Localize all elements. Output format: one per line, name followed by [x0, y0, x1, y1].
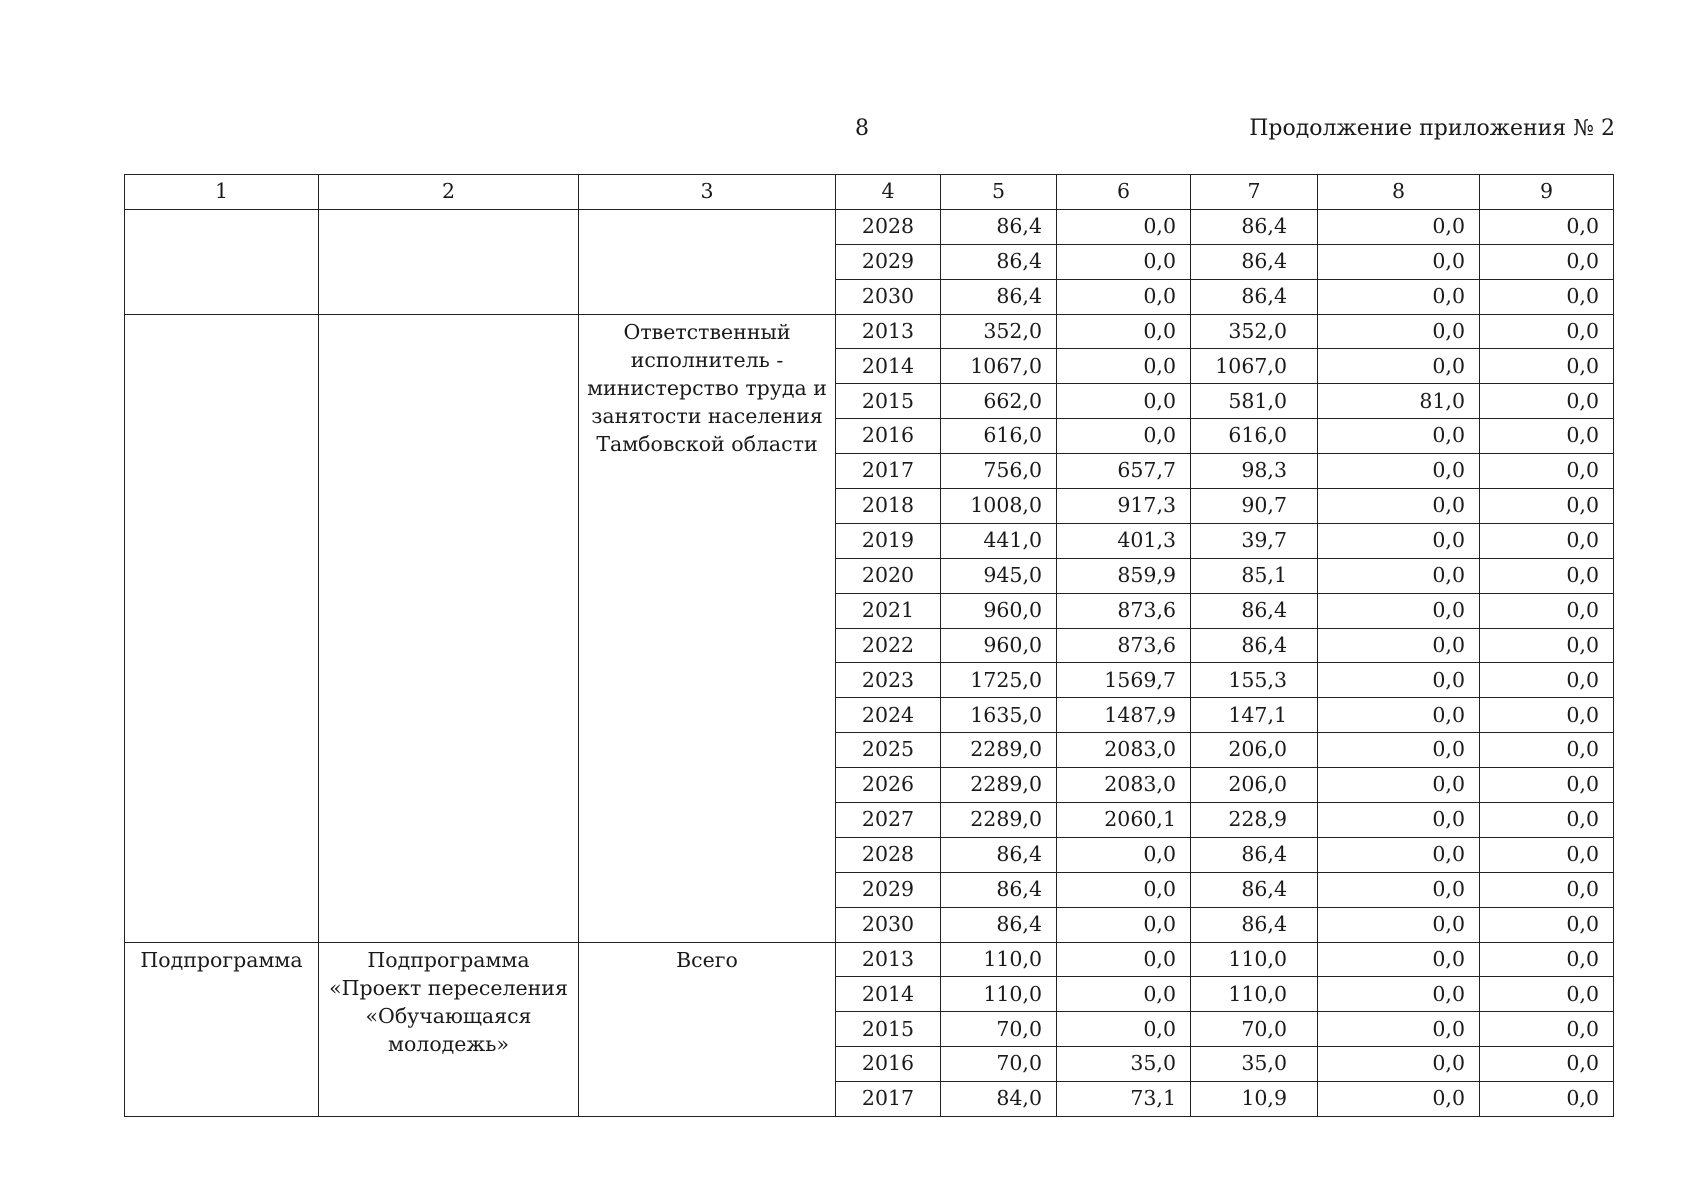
value-col8: 0,0 — [1318, 663, 1480, 698]
year-cell: 2029 — [836, 244, 941, 279]
value-col5: 84,0 — [941, 1082, 1057, 1117]
year-cell: 2015 — [836, 384, 941, 419]
value-col8: 0,0 — [1318, 1047, 1480, 1082]
value-col8: 0,0 — [1318, 837, 1480, 872]
year-cell: 2017 — [836, 1082, 941, 1117]
year-cell: 2023 — [836, 663, 941, 698]
value-col7: 1067,0 — [1191, 349, 1318, 384]
column-header: 2 — [319, 175, 579, 210]
value-col7: 147,1 — [1191, 698, 1318, 733]
value-col5: 441,0 — [941, 523, 1057, 558]
header-row — [125, 175, 1614, 210]
value-col7: 110,0 — [1191, 977, 1318, 1012]
value-col8: 0,0 — [1318, 733, 1480, 768]
group-name-cell — [319, 314, 579, 942]
budget-table — [124, 174, 1614, 1117]
value-col5: 86,4 — [941, 244, 1057, 279]
value-col6: 0,0 — [1057, 1012, 1191, 1047]
value-col7: 581,0 — [1191, 384, 1318, 419]
value-col8: 0,0 — [1318, 558, 1480, 593]
value-col5: 1725,0 — [941, 663, 1057, 698]
value-col5: 756,0 — [941, 454, 1057, 489]
value-col5: 662,0 — [941, 384, 1057, 419]
value-col7: 155,3 — [1191, 663, 1318, 698]
group-name-cell — [319, 209, 579, 314]
value-col9: 0,0 — [1480, 489, 1614, 524]
value-col5: 86,4 — [941, 209, 1057, 244]
value-col7: 86,4 — [1191, 279, 1318, 314]
value-col9: 0,0 — [1480, 628, 1614, 663]
value-col9: 0,0 — [1480, 1047, 1614, 1082]
value-col9: 0,0 — [1480, 803, 1614, 838]
year-cell: 2024 — [836, 698, 941, 733]
value-col5: 945,0 — [941, 558, 1057, 593]
value-col9: 0,0 — [1480, 593, 1614, 628]
value-col9: 0,0 — [1480, 733, 1614, 768]
value-col7: 70,0 — [1191, 1012, 1318, 1047]
value-col8: 0,0 — [1318, 1082, 1480, 1117]
value-col8: 0,0 — [1318, 489, 1480, 524]
value-col8: 0,0 — [1318, 1012, 1480, 1047]
value-col8: 0,0 — [1318, 628, 1480, 663]
value-col9: 0,0 — [1480, 349, 1614, 384]
value-col8: 0,0 — [1318, 942, 1480, 977]
value-col6: 0,0 — [1057, 907, 1191, 942]
column-header: 7 — [1191, 175, 1318, 210]
year-cell: 2030 — [836, 907, 941, 942]
value-col8: 0,0 — [1318, 244, 1480, 279]
value-col7: 86,4 — [1191, 628, 1318, 663]
year-cell: 2025 — [836, 733, 941, 768]
value-col7: 35,0 — [1191, 1047, 1318, 1082]
group-executor-cell: Всего — [579, 942, 836, 1116]
value-col7: 86,4 — [1191, 837, 1318, 872]
group-type-cell — [125, 209, 319, 314]
value-col5: 86,4 — [941, 872, 1057, 907]
value-col6: 0,0 — [1057, 872, 1191, 907]
year-cell: 2016 — [836, 1047, 941, 1082]
value-col5: 1635,0 — [941, 698, 1057, 733]
value-col9: 0,0 — [1480, 1012, 1614, 1047]
value-col9: 0,0 — [1480, 279, 1614, 314]
year-cell: 2014 — [836, 349, 941, 384]
value-col7: 85,1 — [1191, 558, 1318, 593]
table-row — [125, 942, 1614, 977]
value-col6: 0,0 — [1057, 314, 1191, 349]
value-col5: 110,0 — [941, 977, 1057, 1012]
value-col7: 206,0 — [1191, 733, 1318, 768]
value-col9: 0,0 — [1480, 768, 1614, 803]
value-col6: 0,0 — [1057, 942, 1191, 977]
value-col6: 873,6 — [1057, 593, 1191, 628]
value-col6: 917,3 — [1057, 489, 1191, 524]
value-col7: 86,4 — [1191, 872, 1318, 907]
value-col9: 0,0 — [1480, 942, 1614, 977]
value-col8: 0,0 — [1318, 209, 1480, 244]
value-col6: 1487,9 — [1057, 698, 1191, 733]
value-col5: 70,0 — [941, 1047, 1057, 1082]
value-col9: 0,0 — [1480, 244, 1614, 279]
year-cell: 2028 — [836, 209, 941, 244]
group-type-cell: Подпрограмма — [125, 942, 319, 1116]
value-col6: 0,0 — [1057, 837, 1191, 872]
value-col7: 90,7 — [1191, 489, 1318, 524]
year-cell: 2017 — [836, 454, 941, 489]
value-col5: 2289,0 — [941, 768, 1057, 803]
value-col6: 0,0 — [1057, 349, 1191, 384]
value-col5: 86,4 — [941, 837, 1057, 872]
value-col5: 616,0 — [941, 419, 1057, 454]
value-col5: 960,0 — [941, 628, 1057, 663]
table-row — [125, 314, 1614, 349]
value-col9: 0,0 — [1480, 523, 1614, 558]
value-col6: 1569,7 — [1057, 663, 1191, 698]
year-cell: 2021 — [836, 593, 941, 628]
column-header: 6 — [1057, 175, 1191, 210]
year-cell: 2016 — [836, 419, 941, 454]
value-col7: 39,7 — [1191, 523, 1318, 558]
value-col6: 859,9 — [1057, 558, 1191, 593]
year-cell: 2019 — [836, 523, 941, 558]
value-col7: 86,4 — [1191, 593, 1318, 628]
group-name-cell: Подпрограмма «Проект переселения «Обучающаяся молодежь» — [319, 942, 579, 1116]
value-col7: 86,4 — [1191, 209, 1318, 244]
appendix-continuation-label: Продолжение приложения № 2 — [1249, 116, 1615, 141]
value-col8: 0,0 — [1318, 593, 1480, 628]
year-cell: 2030 — [836, 279, 941, 314]
page-number: 8 — [855, 116, 869, 141]
value-col9: 0,0 — [1480, 314, 1614, 349]
value-col8: 0,0 — [1318, 523, 1480, 558]
year-cell: 2022 — [836, 628, 941, 663]
value-col8: 0,0 — [1318, 454, 1480, 489]
value-col6: 657,7 — [1057, 454, 1191, 489]
value-col5: 352,0 — [941, 314, 1057, 349]
year-cell: 2013 — [836, 942, 941, 977]
value-col9: 0,0 — [1480, 837, 1614, 872]
value-col6: 0,0 — [1057, 419, 1191, 454]
value-col5: 70,0 — [941, 1012, 1057, 1047]
value-col6: 73,1 — [1057, 1082, 1191, 1117]
column-header: 3 — [579, 175, 836, 210]
value-col7: 228,9 — [1191, 803, 1318, 838]
year-cell: 2028 — [836, 837, 941, 872]
value-col5: 960,0 — [941, 593, 1057, 628]
value-col9: 0,0 — [1480, 977, 1614, 1012]
value-col7: 110,0 — [1191, 942, 1318, 977]
value-col6: 2083,0 — [1057, 733, 1191, 768]
table-row — [125, 209, 1614, 244]
value-col9: 0,0 — [1480, 907, 1614, 942]
value-col6: 0,0 — [1057, 977, 1191, 1012]
value-col5: 2289,0 — [941, 803, 1057, 838]
value-col5: 86,4 — [941, 907, 1057, 942]
value-col7: 616,0 — [1191, 419, 1318, 454]
value-col8: 0,0 — [1318, 907, 1480, 942]
year-cell: 2013 — [836, 314, 941, 349]
group-executor-cell — [579, 209, 836, 314]
column-header: 8 — [1318, 175, 1480, 210]
year-cell: 2020 — [836, 558, 941, 593]
value-col5: 1067,0 — [941, 349, 1057, 384]
value-col9: 0,0 — [1480, 558, 1614, 593]
value-col8: 0,0 — [1318, 803, 1480, 838]
value-col8: 0,0 — [1318, 872, 1480, 907]
value-col5: 1008,0 — [941, 489, 1057, 524]
value-col7: 10,9 — [1191, 1082, 1318, 1117]
value-col9: 0,0 — [1480, 663, 1614, 698]
value-col9: 0,0 — [1480, 698, 1614, 733]
value-col6: 873,6 — [1057, 628, 1191, 663]
year-cell: 2027 — [836, 803, 941, 838]
column-header: 5 — [941, 175, 1057, 210]
value-col8: 0,0 — [1318, 279, 1480, 314]
value-col7: 86,4 — [1191, 244, 1318, 279]
value-col9: 0,0 — [1480, 419, 1614, 454]
value-col9: 0,0 — [1480, 1082, 1614, 1117]
group-type-cell — [125, 314, 319, 942]
value-col9: 0,0 — [1480, 454, 1614, 489]
value-col6: 0,0 — [1057, 384, 1191, 419]
value-col8: 0,0 — [1318, 768, 1480, 803]
value-col5: 110,0 — [941, 942, 1057, 977]
year-cell: 2029 — [836, 872, 941, 907]
value-col8: 81,0 — [1318, 384, 1480, 419]
value-col6: 2060,1 — [1057, 803, 1191, 838]
value-col6: 35,0 — [1057, 1047, 1191, 1082]
value-col9: 0,0 — [1480, 384, 1614, 419]
year-cell: 2018 — [836, 489, 941, 524]
value-col6: 0,0 — [1057, 209, 1191, 244]
value-col9: 0,0 — [1480, 872, 1614, 907]
table-body — [125, 175, 1614, 1117]
value-col8: 0,0 — [1318, 977, 1480, 1012]
value-col8: 0,0 — [1318, 349, 1480, 384]
value-col5: 86,4 — [941, 279, 1057, 314]
year-cell: 2014 — [836, 977, 941, 1012]
value-col7: 98,3 — [1191, 454, 1318, 489]
value-col6: 401,3 — [1057, 523, 1191, 558]
column-header: 4 — [836, 175, 941, 210]
value-col5: 2289,0 — [941, 733, 1057, 768]
value-col8: 0,0 — [1318, 698, 1480, 733]
value-col7: 206,0 — [1191, 768, 1318, 803]
value-col6: 2083,0 — [1057, 768, 1191, 803]
column-header: 9 — [1480, 175, 1614, 210]
value-col6: 0,0 — [1057, 244, 1191, 279]
column-header: 1 — [125, 175, 319, 210]
value-col7: 352,0 — [1191, 314, 1318, 349]
year-cell: 2015 — [836, 1012, 941, 1047]
value-col7: 86,4 — [1191, 907, 1318, 942]
value-col8: 0,0 — [1318, 314, 1480, 349]
year-cell: 2026 — [836, 768, 941, 803]
value-col8: 0,0 — [1318, 419, 1480, 454]
value-col9: 0,0 — [1480, 209, 1614, 244]
value-col6: 0,0 — [1057, 279, 1191, 314]
group-executor-cell: Ответственный исполнитель - министерство труда и занятости населения Тамбовской области — [579, 314, 836, 942]
